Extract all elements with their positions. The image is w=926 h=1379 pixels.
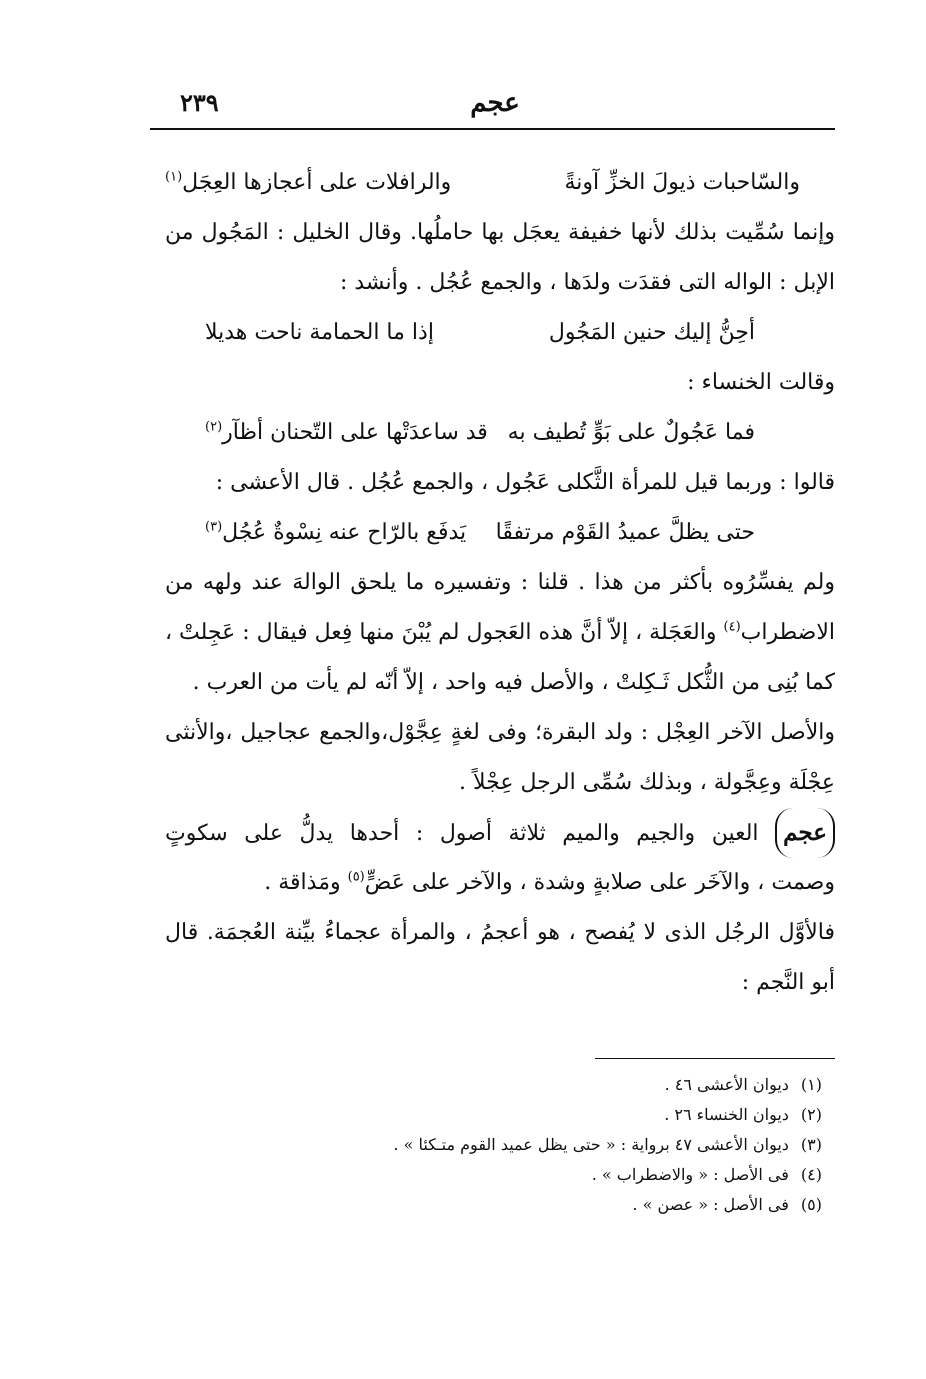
footnote-ref: (٤) (723, 619, 741, 635)
footnote (300, 1130, 822, 1160)
prose-line: وإنما سُمِّيت بذلك لأنها خفيفة يعجَل بها حاملُها. وقال الخليل : المَجُول من (165, 220, 835, 245)
page-header (150, 88, 835, 128)
footnote-ref: (١) (165, 169, 183, 185)
hemistich-first: فما عَجُولٌ على بَوٍّ تُطيف به (507, 420, 755, 445)
header-rule (150, 128, 835, 130)
footnote-ref: (٣) (205, 519, 223, 535)
prose-line: فالأوَّل الرجُل الذى لا يُفصح ، هو أعجمُ ، والمرأة عجماءُ بيِّنة العُجمَة. قال (165, 920, 835, 945)
body-text (165, 158, 835, 1008)
footnote-ref: (٢) (205, 419, 223, 435)
prose-line: ولم يفسِّرُوه بأكثر من هذا . قلنا : وتفسيره ما يلحق الوالهَ عند ولهه من (165, 570, 835, 595)
prose-segment: ومَذاقة . (264, 870, 341, 895)
prose-line: عِجْلَة وعِجَّولة ، وبذلك سُمِّى الرجل عِجْلاً . (459, 770, 835, 795)
page-number: ٢٣٩ (180, 88, 219, 117)
footnote-text: فى الأصل : « والاضطراب » . (591, 1165, 789, 1184)
entry-headword: عجم (775, 808, 835, 858)
prose-line (165, 608, 835, 658)
hemistich-second (205, 408, 488, 458)
footnote-rule (595, 1058, 835, 1059)
footnote-text: فى الأصل : « عصن » . (632, 1195, 789, 1214)
prose-line: وقالت الخنساء : (687, 370, 835, 395)
hemistich-text: يَدفَع بالرّاح عنه نِسْوةٌ عُجُل (222, 520, 467, 545)
footnote-number: (٤) (800, 1165, 822, 1184)
footnote (300, 1160, 822, 1190)
footnote-number: (١) (800, 1075, 822, 1094)
hemistich-text: قد ساعدَتْها على التّحنان أظآر (222, 420, 488, 445)
prose-line: الإبل : الواله التى فقدَت ولدَها ، والجمع عُجُل . وأنشد : (339, 270, 835, 295)
hemistich-first: والسّاحبات ذيولَ الخزِّ آونةً (564, 170, 800, 195)
prose-segment: وصمت ، والآخَر على صلابةٍ وشدة ، والآخر على عَضٍّ (364, 870, 835, 895)
hemistich-text: والرافلات على أعجازها العِجَل (182, 170, 452, 195)
prose-segment: والعَجَلة ، إلاّ أنَّ هذه العَجول لم يُبْنَ منها فِعل فيقال : عَجِلتْ ، (165, 620, 717, 645)
prose-line: والأصل الآخر العِجْل : ولد البقرة؛ وفى لغةٍ عِجَّوْل،والجمع عجاجيل ،والأنثى (165, 720, 835, 745)
verse-line (165, 508, 835, 558)
prose-segment: الاضطراب (740, 620, 835, 645)
verse-line (165, 408, 835, 458)
running-head: عجم (470, 88, 520, 118)
footnote (300, 1190, 822, 1220)
prose-line: كما بُنِى من الثُّكل ثَـكِلتْ ، والأصل فيه واحد ، إلاّ أنّه لم يأت من العرب . (192, 670, 835, 695)
footnote-text: ديوان الأعشى ٤٦ . (664, 1075, 789, 1094)
hemistich-second (205, 508, 466, 558)
footnote-text: ديوان الخنساء ٢٦ . (664, 1105, 789, 1124)
footnote-number: (٣) (800, 1135, 822, 1154)
footnote-number: (٥) (800, 1195, 822, 1214)
verse-line (165, 308, 835, 358)
hemistich-second: إذا ما الحمامة ناحت هديلا (205, 320, 434, 345)
verse-line (165, 158, 835, 208)
footnote-text: ديوان الأعشى ٤٧ برواية : « حتى يظل عميد القوم متـكئا » . (393, 1135, 789, 1154)
hemistich-first: أحِنُّ إليك حنين المَجُول (548, 320, 755, 345)
footnote (300, 1100, 822, 1130)
prose-line (165, 858, 835, 908)
hemistich-first: حتى يظلَّ عميدُ القَوْم مرتفقًا (495, 520, 755, 545)
hemistich-second (165, 158, 451, 208)
footnote (300, 1070, 822, 1100)
entry-line (165, 808, 835, 858)
prose-line: أبو النَّجم : (741, 970, 835, 995)
footnote-number: (٢) (800, 1105, 822, 1124)
prose-segment: العين والجيم والميم ثلاثة أصول : أحدها يدلُّ على سكوتٍ (165, 821, 759, 846)
prose-line: قالوا : وربما قيل للمرأة الثَّكلى عَجُول ، والجمع عُجُل . قال الأعشى : (215, 470, 835, 495)
footnote-ref: (٥) (347, 869, 365, 885)
footnotes (300, 1070, 822, 1220)
